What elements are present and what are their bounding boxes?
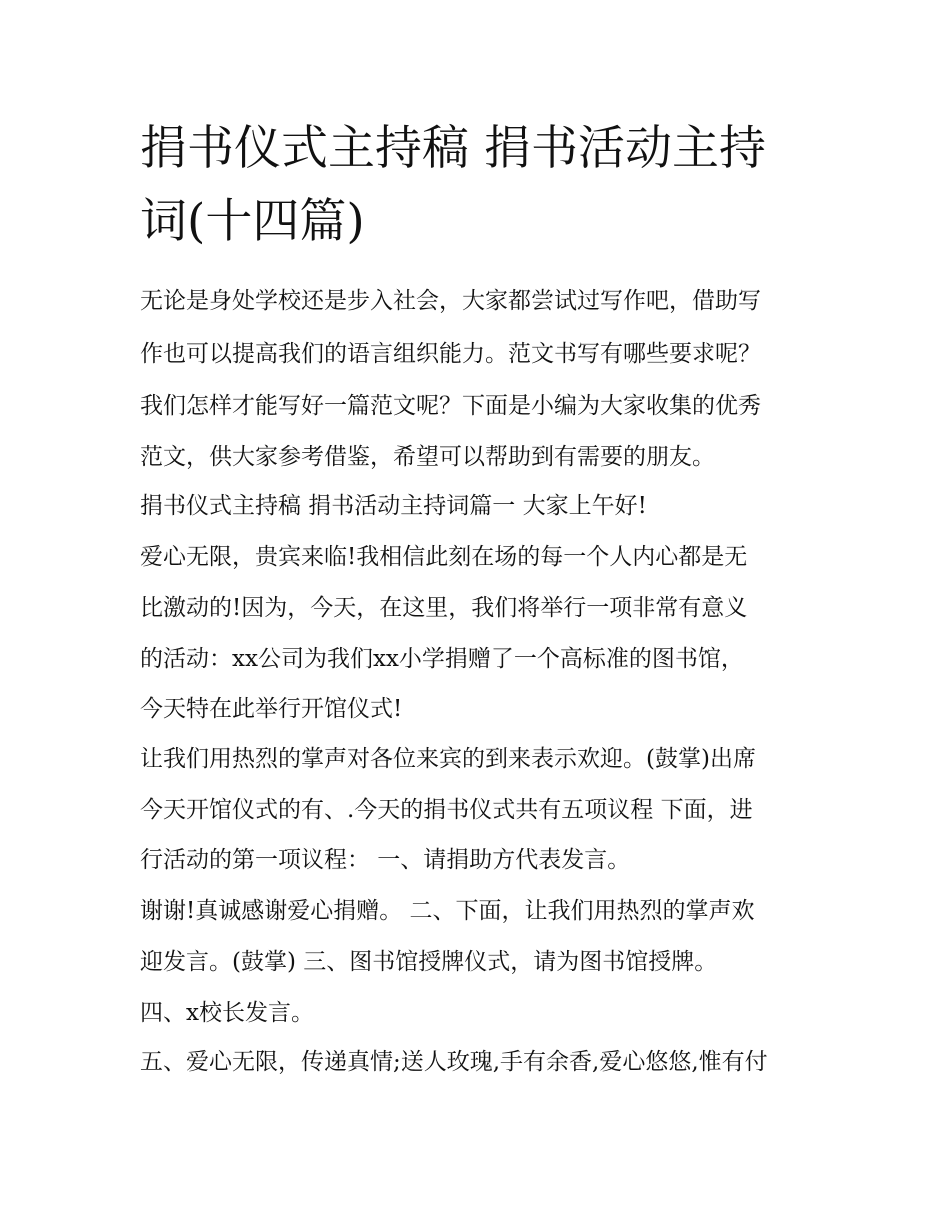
body-line: 四、x校长发言。 (140, 1000, 314, 1026)
body-line: 迎发言。(鼓掌) 三、图书馆授牌仪式，请为图书馆授牌。 (140, 949, 718, 975)
body-line: 作也可以提高我们的语言组织能力。范文书写有哪些要求呢？ (140, 341, 761, 367)
body-line: 的活动：xx公司为我们xx小学捐赠了一个高标准的图书馆， (140, 646, 744, 672)
body-line: 五、爱心无限，传递真情;送人玫瑰,手有余香,爱心悠悠,惟有付 (140, 1049, 768, 1075)
body-line: 今天特在此举行开馆仪式! (140, 696, 403, 722)
body-line: 行活动的第一项议程： 一、请捐助方代表发言。 (140, 847, 631, 873)
body-line: 今天开馆仪式的有、.今天的捐书仪式共有五项议程 下面，进 (140, 797, 753, 823)
body-line: 爱心无限，贵宾来临!我相信此刻在场的每一个人内心都是无 (140, 544, 748, 570)
title-line-2: 词(十四篇) (140, 194, 365, 249)
section-heading-line: 捐书仪式主持稿 捐书活动主持词篇一 大家上午好! (140, 493, 647, 519)
body-line: 我们怎样才能写好一篇范文呢？下面是小编为大家收集的优秀 (140, 393, 761, 419)
body-line: 让我们用热烈的掌声对各位来宾的到来表示欢迎。(鼓掌)出席 (140, 746, 756, 772)
body-line: 谢谢!真诚感谢爱心捐赠。 二、下面，让我们用热烈的掌声欢 (140, 898, 755, 924)
title-line-1: 捐书仪式主持稿 捐书活动主持 (140, 121, 766, 176)
document-title (140, 112, 830, 258)
body-line: 无论是身处学校还是步入社会，大家都尝试过写作吧，借助写 (140, 288, 761, 314)
body-line: 比激动的!因为，今天，在这里，我们将举行一项非常有意义 (140, 595, 748, 621)
body-line: 范文，供大家参考借鉴，希望可以帮助到有需要的朋友。 (140, 444, 715, 470)
